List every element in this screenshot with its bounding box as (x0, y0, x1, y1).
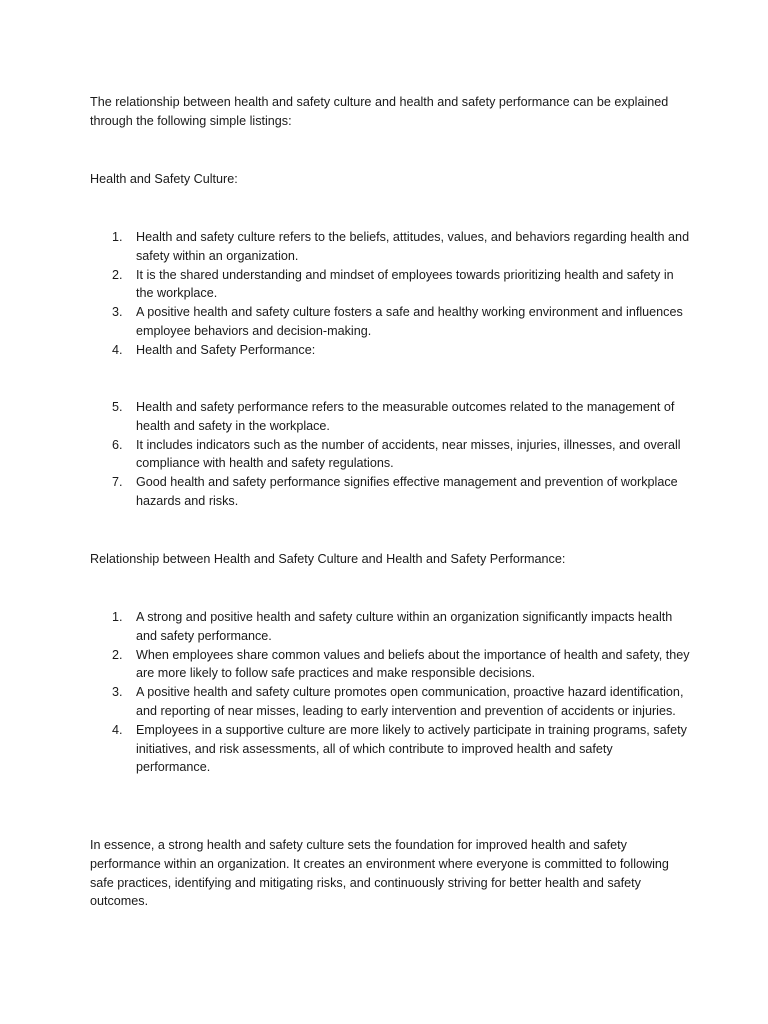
list-item-text: A positive health and safety culture promotes open communication, proactive hazard identification, and reporting of near misses, leading to early intervention and prevention of accidents or injuries. (136, 685, 684, 718)
list-item (90, 341, 690, 360)
list-number: 6. (112, 437, 123, 452)
list-item (90, 398, 690, 436)
list-item (90, 266, 690, 304)
list-item (90, 303, 690, 341)
list-item (90, 473, 690, 511)
list-item-text: A strong and positive health and safety culture within an organization significantly impacts health and safety performance. (136, 610, 673, 643)
list-item-text: Good health and safety performance signifies effective management and prevention of workplace hazards and risks. (136, 475, 678, 508)
list-item-text: Health and safety performance refers to the measurable outcomes related to the management of health and safety in the workplace. (136, 400, 675, 433)
list-number: 1. (112, 610, 123, 624)
list-item-text: Health and safety culture refers to the beliefs, attitudes, values, and behaviors regarding health and safety within an organization. (136, 230, 690, 263)
list-item (90, 721, 690, 777)
list-number: 4. (112, 722, 123, 737)
conclusion-paragraph: In essence, a strong health and safety culture sets the foundation for improved health and safety performance within an organization. It creates an environment where everyone is committed to following safe practices, identifying and mitigating risks, and continuously striving for better health and safety outcomes. (90, 838, 669, 909)
list-item-text: Health and Safety Performance: (136, 342, 316, 357)
culture-list (90, 228, 690, 360)
list-number: 4. (112, 342, 123, 357)
list-number: 2. (112, 267, 123, 282)
list-item (90, 228, 690, 266)
list-number: 2. (112, 647, 123, 662)
list-number: 7. (112, 475, 123, 490)
section-heading-culture: Health and Safety Culture: (90, 172, 238, 186)
list-number: 5. (112, 400, 123, 414)
relationship-list (90, 608, 690, 777)
section-heading-relationship: Relationship between Health and Safety Culture and Health and Safety Performance: (90, 552, 566, 566)
list-number: 3. (112, 685, 123, 700)
list-item-text: When employees share common values and beliefs about the importance of health and safety, they are more likely to follow safe practices and make responsible decisions. (136, 647, 690, 681)
list-item (90, 646, 690, 684)
list-item-text: A positive health and safety culture fosters a safe and healthy working environment and influences employee behaviors and decision-making. (136, 305, 683, 338)
list-number: 1. (112, 230, 123, 244)
performance-list (90, 398, 690, 511)
list-item (90, 608, 690, 646)
list-item-text: It includes indicators such as the number of accidents, near misses, injuries, illnesses, and overall compliance with health and safety regulations. (136, 437, 681, 471)
list-item-text: It is the shared understanding and mindset of employees towards prioritizing health and safety in the workplace. (136, 267, 674, 301)
intro-paragraph: The relationship between health and safety culture and health and safety performance can be explained through the following simple listings: (90, 95, 669, 128)
list-item-text: Employees in a supportive culture are more likely to actively participate in training programs, safety initiatives, and risk assessments, all of which contribute to improved health and safety performance. (136, 722, 687, 775)
list-item (90, 683, 690, 721)
list-number: 3. (112, 305, 123, 320)
list-item (90, 436, 690, 474)
